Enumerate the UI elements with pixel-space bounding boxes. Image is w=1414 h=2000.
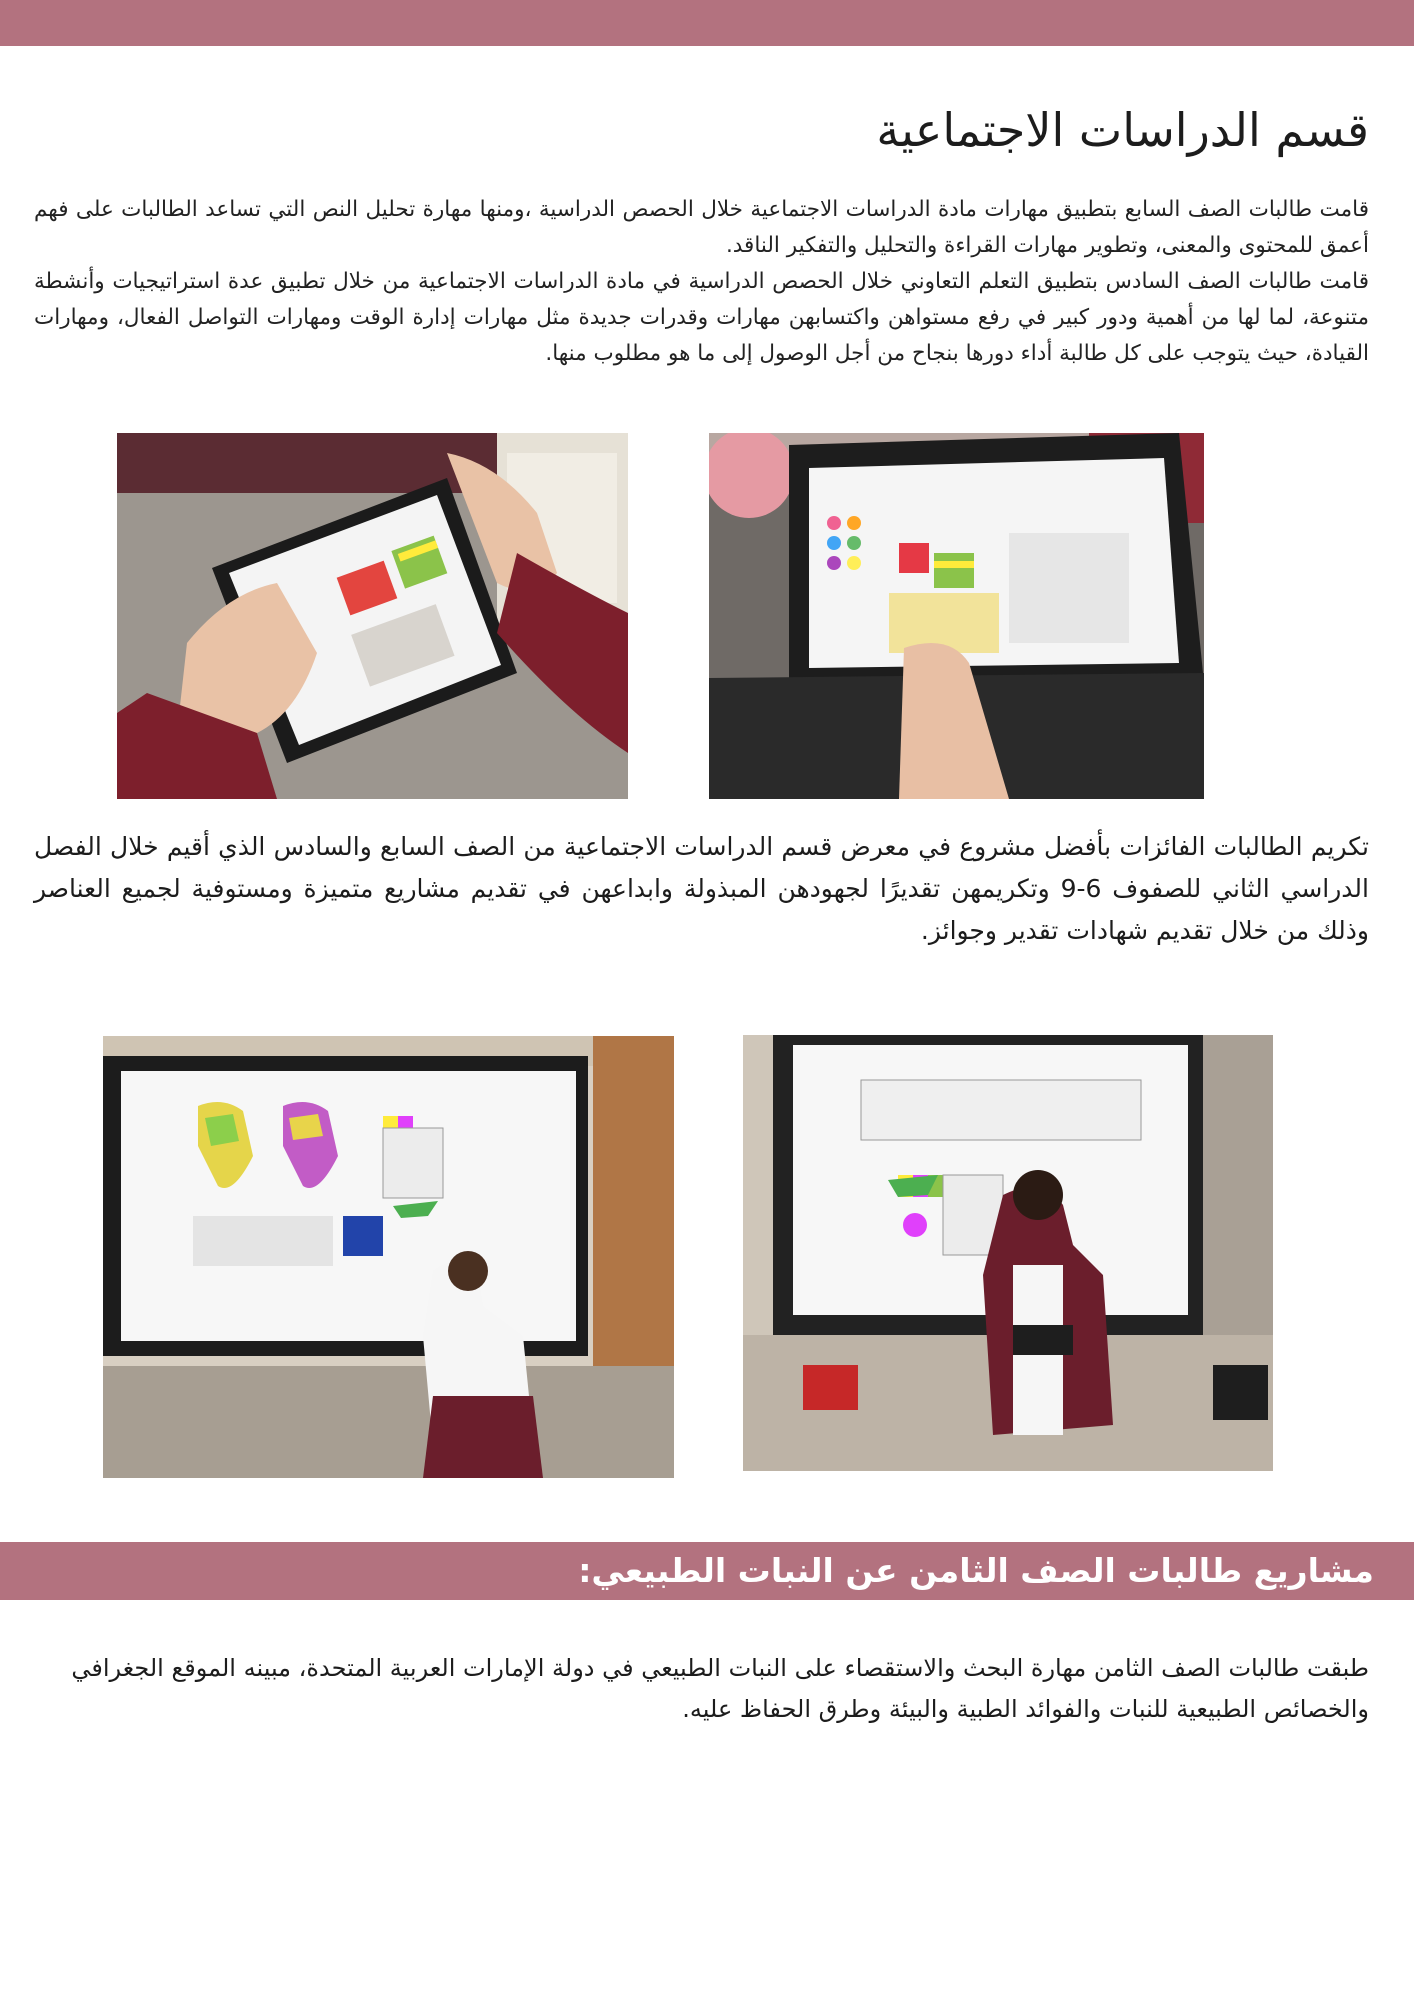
top-accent-bar — [0, 0, 1414, 46]
photo-tablet-hands — [117, 433, 628, 799]
recognition-paragraph: تكريم الطالبات الفائزات بأفضل مشروع في معرض قسم الدراسات الاجتماعية من الصف السابع والسادس الذي أقيم خلال الفصل الدراسي الثاني للصفوف 6-9 وتكريمهن تقديرًا لجهودهن المبذولة وابداعهن في تقديم مشاريع متميزة ومستوفية لجميع العناصر وذلك من خلال تقديم شهادات تقدير وجوائز. — [34, 832, 1369, 945]
photo-tablet-keyboard — [709, 433, 1204, 799]
intro-paragraph-grade7: قامت طالبات الصف السابع بتطبيق مهارات مادة الدراسات الاجتماعية خلال الحصص الدراسية ،ومنها مهارة تحليل النص التي تساعد الطالبات على فهم أعمق للمحتوى والمعنى، وتطوير مهارات القراءة والتحليل والتفكير الناقد. — [34, 197, 1369, 258]
intro-paragraph-grade6: قامت طالبات الصف السادس بتطبيق التعلم التعاوني خلال الحصص الدراسية في مادة الدراسات الاجتماعية من خلال تطبيق عدة استراتيجيات وأنشطة متنوعة، لما لها من أهمية ودور كبير في رفع مستواهن واكتسابهن مهارات وقدرات جديدة مثل مهارات إدارة الوقت ومهارات التواصل الفعال، ومهارات القيادة، حيث يتوجب على كل طالبة أداء دورها بنجاح من أجل الوصول إلى ما هو مطلوب منها. — [34, 269, 1369, 366]
section-banner — [0, 1542, 1414, 1600]
page-title: قسم الدراسات الاجتماعية — [876, 103, 1369, 157]
photo-student-presentation — [743, 1035, 1273, 1471]
photo-student-africa-map — [103, 1036, 674, 1478]
section-heading: مشاريع طالبات الصف الثامن عن النبات الطبيعي: — [578, 1551, 1374, 1590]
intro-text — [34, 192, 1369, 372]
closing-paragraph: طبقت طالبات الصف الثامن مهارة البحث والاستقصاء على النبات الطبيعي في دولة الإمارات العربية المتحدة، مبينه الموقع الجغرافي والخصائص الطبيعية للنبات والفوائد الطبية والبيئة وطرق الحفاظ عليه. — [71, 1654, 1369, 1723]
